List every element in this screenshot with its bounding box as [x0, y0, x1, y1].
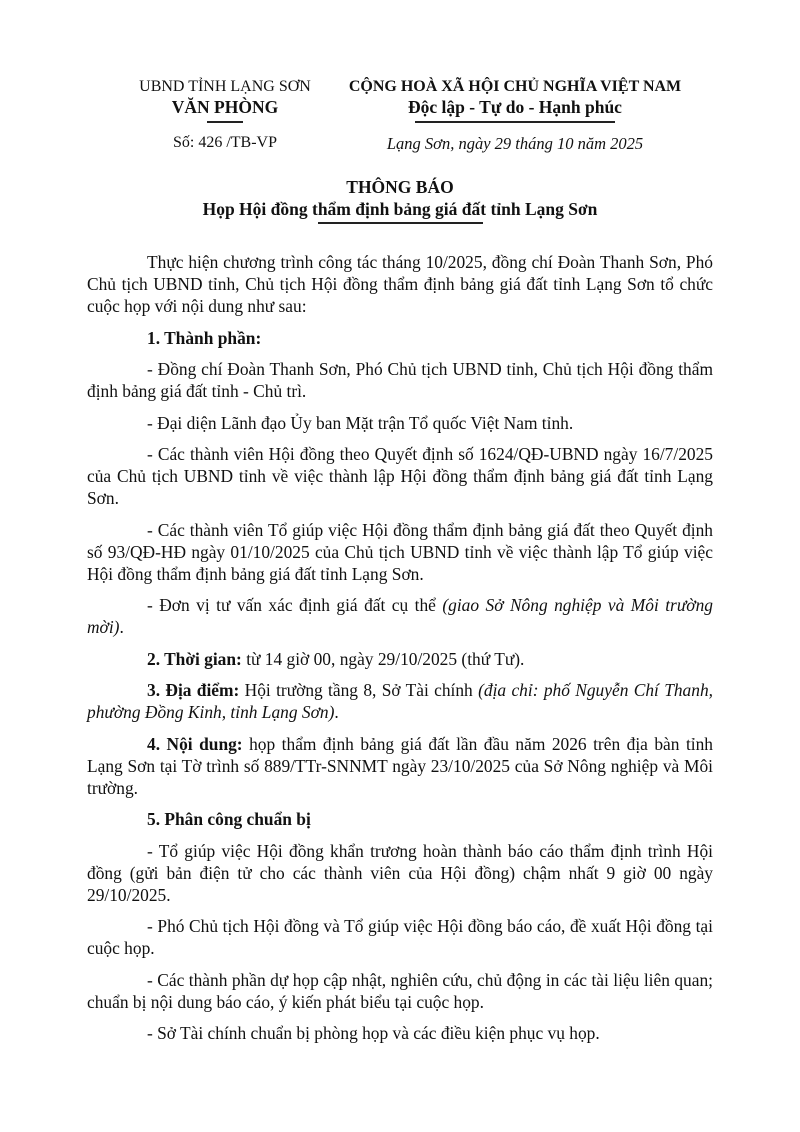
paragraph-text: Thực hiện chương trình công tác tháng 10/2025, đồng chí Đoàn Thanh Sơn, Phó Chủ tịch UBND tỉnh, Chủ tịch Hội đồng thẩm định bảng giá đất tỉnh Lạng Sơn tổ chức cuộc họp với nội dung như sau: — [87, 252, 713, 316]
document-title — [87, 176, 713, 224]
paragraph — [87, 594, 713, 638]
section-heading: 4. Nội dung: — [147, 733, 243, 754]
paragraph — [87, 251, 713, 317]
document-number: Số: 426 /TB-VP — [172, 134, 277, 151]
paragraph-text: - Đồng chí Đoàn Thanh Sơn, Phó Chủ tịch UBND tỉnh, Chủ tịch Hội đồng thẩm định bảng giá đất tỉnh - Chủ trì. — [87, 359, 713, 401]
section-heading: 5. Phân công chuẩn bị — [147, 809, 311, 829]
section-heading: 3. Địa điểm: — [147, 680, 240, 700]
paragraph — [87, 679, 713, 723]
paragraph — [87, 808, 713, 830]
paragraph-text: . — [334, 702, 339, 722]
paragraph-text: - Đại diện Lãnh đạo Ủy ban Mặt trận Tổ quốc Việt Nam tỉnh. — [147, 412, 574, 433]
paragraph-text: họp thẩm định bảng giá đất lần đầu năm 2026 trên địa bàn tỉnh Lạng Sơn tại Tờ trình số 889/TTr-SNNMT ngày 23/10/2025 của Sở Nông nghiệp và Môi trường. — [87, 733, 714, 798]
paragraph — [87, 519, 713, 585]
paragraph — [87, 915, 713, 959]
paragraph-text: từ 14 giờ 00, ngày 29/10/2025 (thứ Tư). — [241, 648, 525, 669]
issuing-agency-block — [110, 76, 340, 123]
paragraph — [87, 969, 713, 1013]
agency-name: VĂN PHÒNG — [171, 97, 279, 117]
paragraph — [87, 443, 713, 509]
document-type: THÔNG BÁO — [346, 177, 454, 197]
country-name: CỘNG HOÀ XÃ HỘI CHỦ NGHĨA VIỆT NAM — [348, 78, 682, 95]
italic-note: (địa chỉ: phố Nguyễn Chí Thanh, phường Đồng Kinh, tỉnh Lạng Sơn) — [87, 680, 713, 722]
paragraph-text: Hội trường tầng 8, Sở Tài chính — [239, 680, 479, 700]
paragraph-text: - Các thành phần dự họp cập nhật, nghiên cứu, chủ động in các tài liệu liên quan; chuẩn bị nội dung báo cáo, ý kiến phát biểu tại cuộc họp. — [87, 969, 713, 1012]
paragraph — [87, 327, 713, 349]
paragraph — [87, 1022, 713, 1044]
italic-note: (giao Sở Nông nghiệp và Môi trường mời) — [87, 595, 713, 637]
national-title-block — [320, 76, 710, 123]
paragraph — [87, 648, 713, 670]
section-heading: 2. Thời gian: — [147, 648, 242, 669]
paragraph-text: - Đơn vị tư vấn xác định giá đất cụ thể — [147, 595, 443, 615]
paragraph — [87, 358, 713, 402]
section-heading: 1. Thành phần: — [147, 327, 262, 348]
paragraph-text: - Các thành viên Hội đồng theo Quyết định số 1624/QĐ-UBND ngày 16/7/2025 của Chủ tịch UBND tỉnh về việc thành lập Hội đồng thẩm định bảng giá đất tỉnh Lạng Sơn. — [87, 444, 713, 508]
paragraph — [87, 733, 713, 799]
title-underline — [318, 222, 483, 224]
document-subject: Họp Hội đồng thẩm định bảng giá đất tỉnh Lạng Sơn — [202, 199, 598, 219]
paragraph-text: - Tổ giúp việc Hội đồng khẩn trương hoàn thành báo cáo thẩm định trình Hội đồng (gửi bản điện tử cho các thành viên của Hội đồng) chậm nhất 9 giờ 00 ngày 29/10/2025. — [87, 840, 713, 905]
motto: Độc lập - Tự do - Hạnh phúc — [408, 97, 622, 117]
paragraph-text: . — [119, 617, 124, 637]
paragraph — [87, 840, 713, 906]
place-date: Lạng Sơn, ngày 29 tháng 10 năm 2025 — [386, 134, 644, 153]
document-body — [87, 251, 713, 1054]
agency-underline — [207, 121, 243, 123]
paragraph — [87, 412, 713, 434]
paragraph-text: - Các thành viên Tổ giúp việc Hội đồng thẩm định bảng giá đất theo Quyết định số 93/QĐ-HĐ ngày 01/10/2025 của Chủ tịch UBND tỉnh về việc thành lập Tổ giúp việc Hội đồng thẩm định bảng giá đất tỉnh Lạng Sơn. — [87, 519, 713, 584]
motto-underline — [415, 121, 615, 123]
paragraph-text: - Phó Chủ tịch Hội đồng và Tổ giúp việc Hội đồng báo cáo, đề xuất Hội đồng tại cuộc họp. — [87, 916, 713, 958]
paragraph-text: - Sở Tài chính chuẩn bị phòng họp và các điều kiện phục vụ họp. — [147, 1023, 600, 1043]
parent-agency: UBND TỈNH LẠNG SƠN — [139, 78, 311, 95]
